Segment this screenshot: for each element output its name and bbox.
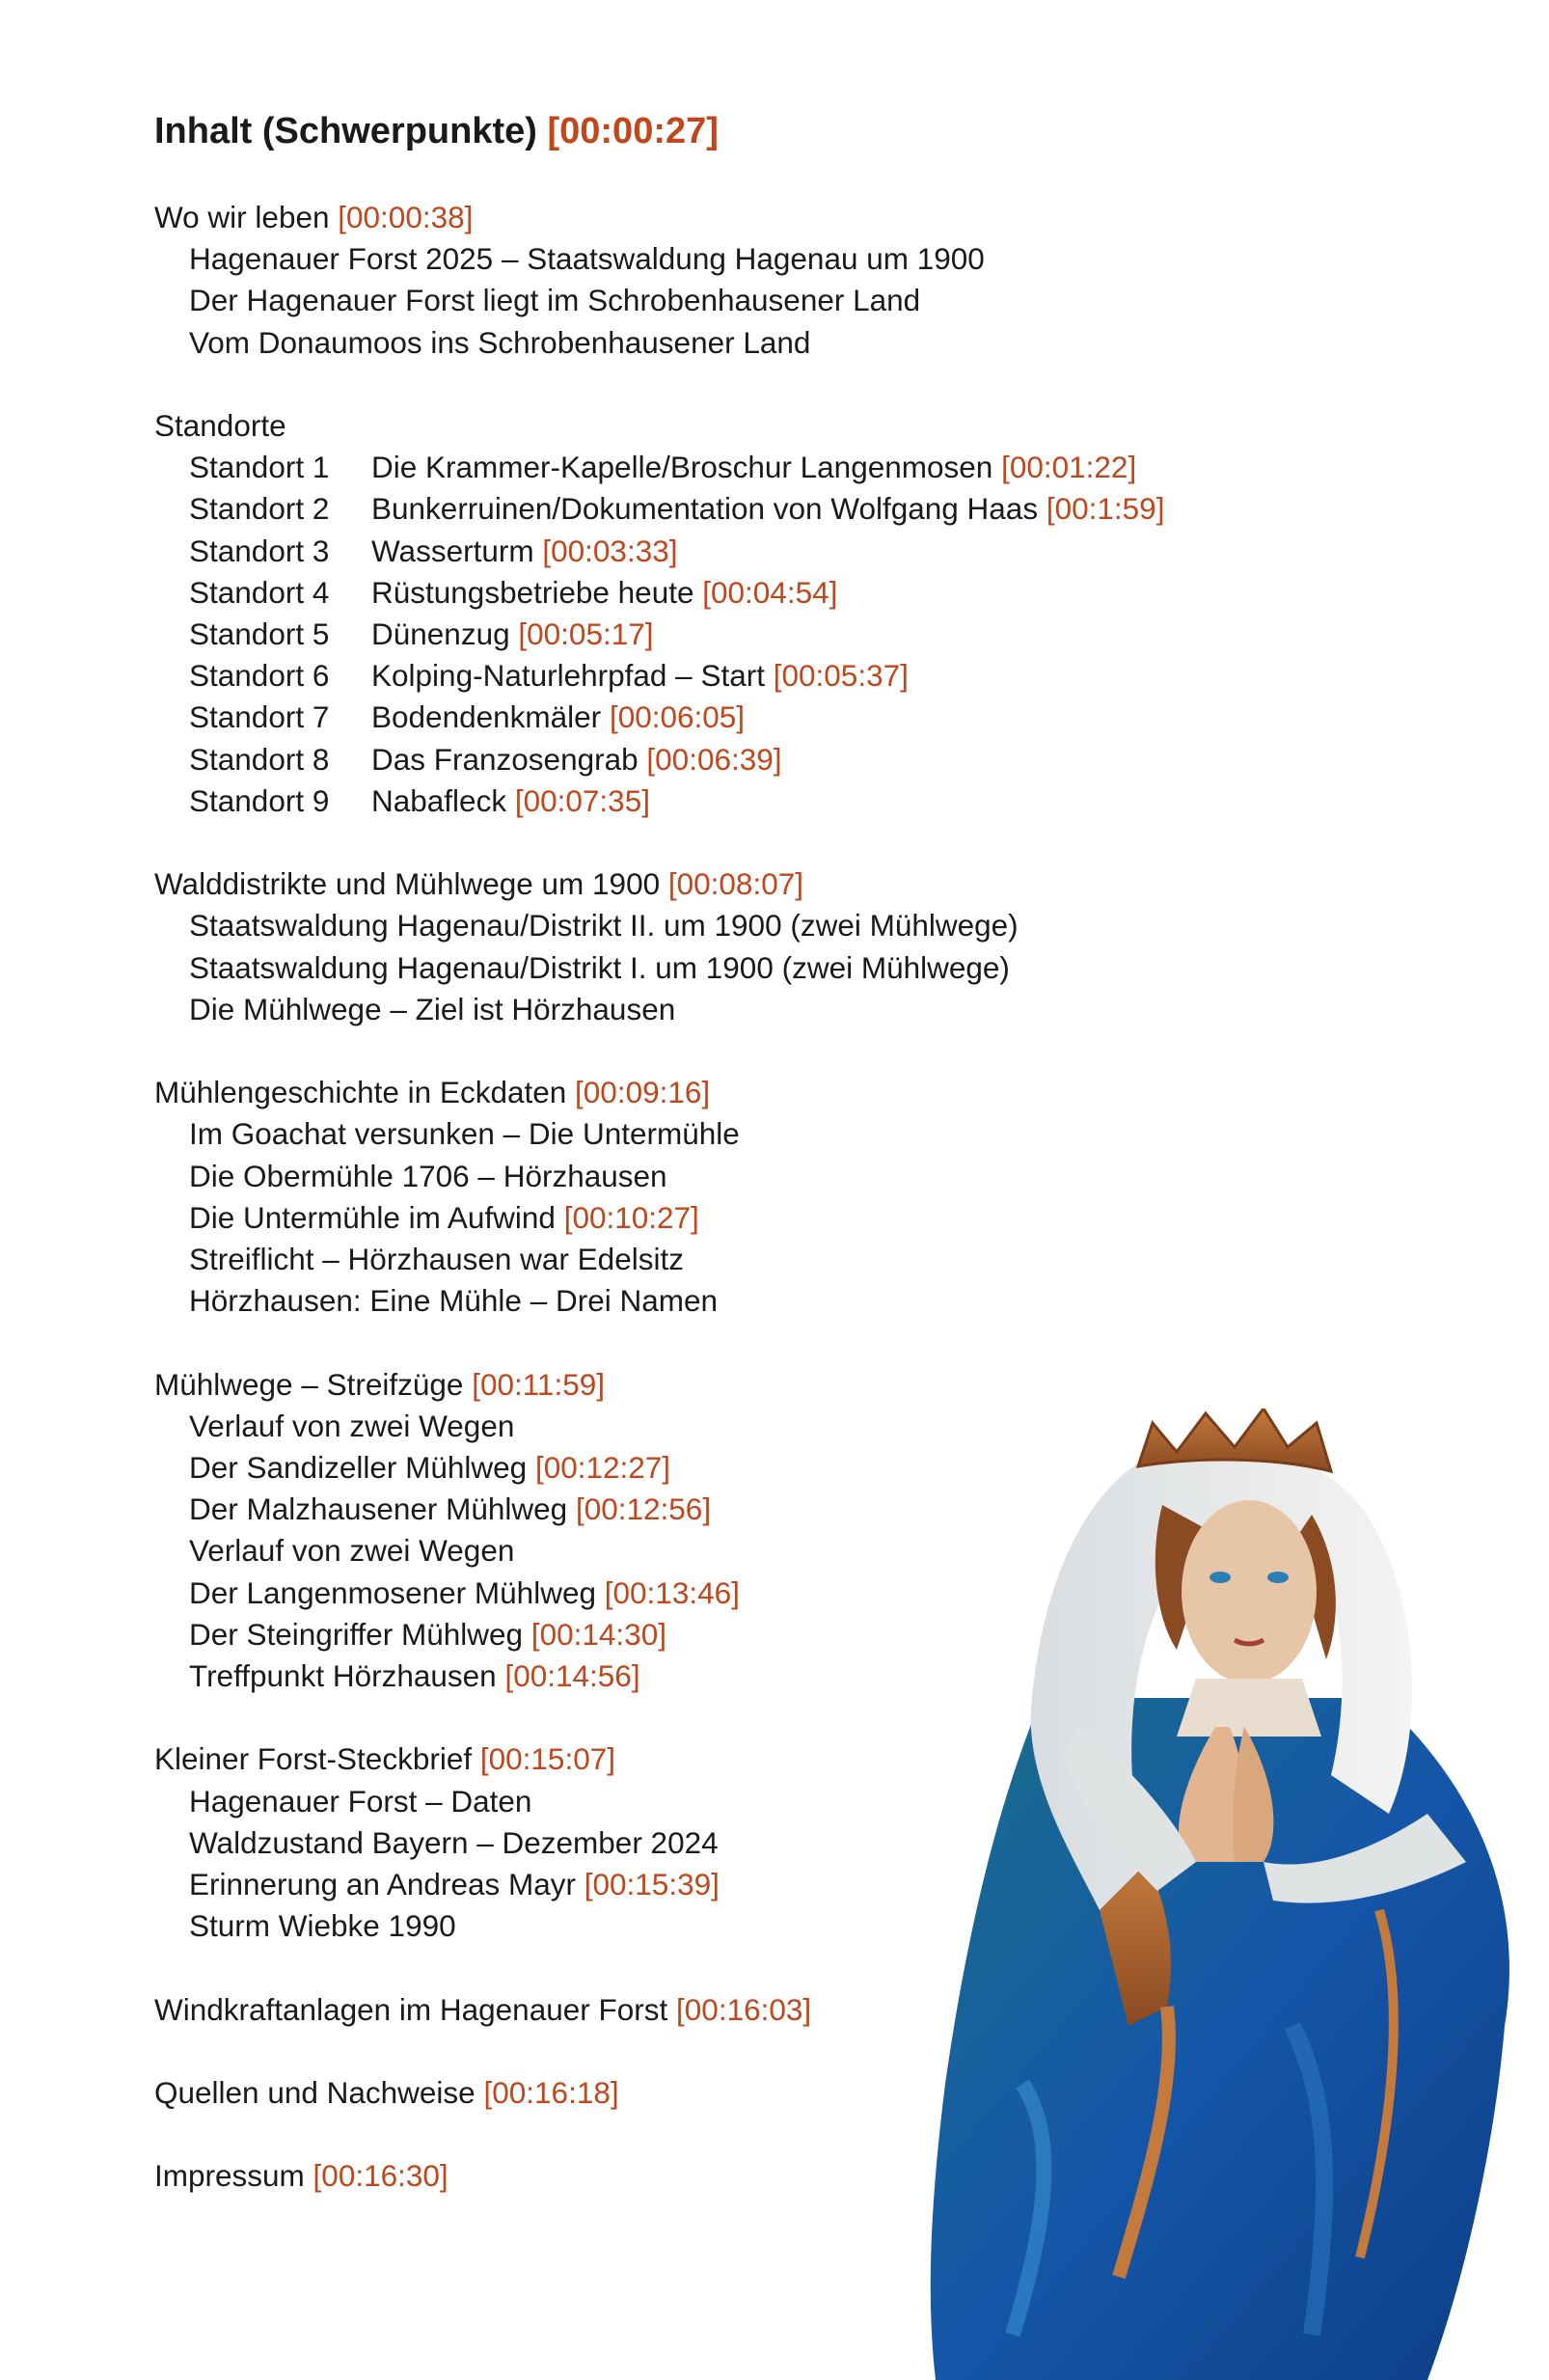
timestamp-link[interactable]: [00:16:18]	[483, 2075, 619, 2111]
timestamp-link[interactable]: [00:04:54]	[702, 574, 838, 610]
item-text: Die Mühlwege – Ziel ist Hörzhausen	[189, 991, 676, 1026]
toc-section-standorte	[154, 405, 1312, 822]
list-item	[154, 989, 1312, 1030]
standort-item	[154, 614, 1312, 655]
list-item	[154, 1113, 1312, 1155]
item-text: Die Untermühle im Aufwind	[189, 1199, 556, 1235]
section-heading	[154, 197, 1312, 238]
standort-item	[154, 447, 1312, 488]
item-text: Vom Donaumoos ins Schrobenhausener Land	[189, 324, 811, 360]
standort-item	[154, 780, 1312, 822]
item-text: Der Langenmosener Mühlweg	[189, 1574, 596, 1610]
timestamp-link[interactable]: [00:15:39]	[584, 1867, 720, 1902]
timestamp-link[interactable]: [00:11:59]	[472, 1366, 605, 1402]
section-heading	[154, 1364, 1312, 1406]
standort-item	[154, 572, 1312, 614]
heading-text: Standorte	[154, 408, 286, 443]
timestamp-link[interactable]: [00:16:30]	[313, 2158, 448, 2194]
timestamp-link[interactable]: [00:16:03]	[676, 1991, 812, 2027]
heading-text[interactable]: Windkraftanlagen im Hagenauer Forst	[154, 1991, 668, 2027]
standort-number: Standort 8	[189, 741, 330, 777]
standort-number: Standort 5	[189, 616, 330, 652]
section-heading	[154, 1072, 1312, 1113]
list-item	[154, 1280, 1312, 1322]
toc-section-walddistrikte	[154, 863, 1312, 1030]
title-timestamp[interactable]: [00:00:27]	[547, 111, 719, 151]
item-text: Im Goachat versunken – Die Untermühle	[189, 1116, 740, 1152]
standort-number: Standort 2	[189, 491, 330, 527]
list-item	[154, 1197, 1312, 1239]
heading-text[interactable]: Wo wir leben	[154, 200, 330, 234]
timestamp-link[interactable]: [00:05:17]	[518, 616, 654, 652]
standort-number: Standort 9	[189, 782, 330, 818]
face-shape	[1182, 1500, 1317, 1683]
item-text: Dünenzug	[371, 616, 510, 652]
standort-number: Standort 7	[189, 699, 330, 735]
heading-text[interactable]: Kleiner Forst-Steckbrief	[154, 1741, 473, 1777]
timestamp-link[interactable]: [00:13:46]	[604, 1574, 740, 1610]
item-text: Hörzhausen: Eine Mühle – Drei Namen	[189, 1283, 719, 1319]
heading-text[interactable]: Mühlengeschichte in Eckdaten	[154, 1075, 567, 1110]
heading-text[interactable]: Impressum	[154, 2158, 305, 2194]
standort-item	[154, 488, 1312, 530]
item-text: Der Sandizeller Mühlweg	[189, 1450, 528, 1486]
item-text: Staatswaldung Hagenau/Distrikt I. um 1900 (zwei Mühlwege)	[189, 949, 1010, 985]
section-heading	[154, 863, 1312, 905]
collar-shape	[1177, 1679, 1321, 1737]
timestamp-link[interactable]: [00:00:38]	[338, 200, 474, 234]
item-text: Bodendenkmäler	[371, 699, 602, 735]
timestamp-link[interactable]: [00:06:05]	[609, 699, 746, 735]
item-text: Hagenauer Forst 2025 – Staatswaldung Hagenau um 1900	[189, 241, 985, 277]
list-item	[154, 1156, 1312, 1197]
item-text: Nabafleck	[371, 782, 507, 818]
item-text: Treffpunkt Hörzhausen	[189, 1658, 497, 1694]
section-heading	[154, 405, 1312, 447]
item-text: Waldzustand Bayern – Dezember 2024	[189, 1824, 719, 1860]
timestamp-link[interactable]: [00:05:37]	[773, 658, 909, 694]
title-text: Inhalt (Schwerpunkte)	[154, 111, 537, 151]
item-text: Wasserturm	[371, 533, 534, 568]
item-text: Die Obermühle 1706 – Hörzhausen	[189, 1158, 667, 1193]
item-text: Staatswaldung Hagenau/Distrikt II. um 1900 (zwei Mühlwege)	[189, 908, 1019, 944]
timestamp-link[interactable]: [00:14:30]	[530, 1616, 666, 1652]
item-text: Hagenauer Forst – Daten	[189, 1783, 532, 1819]
item-text: Verlauf von zwei Wegen	[189, 1533, 515, 1569]
item-text: Verlauf von zwei Wegen	[189, 1408, 515, 1443]
timestamp-link[interactable]: [00:12:27]	[534, 1450, 671, 1486]
list-item	[154, 280, 1312, 321]
timestamp-link[interactable]: [00:01:22]	[1001, 450, 1137, 485]
standort-item	[154, 531, 1312, 572]
timestamp-link[interactable]: [00:07:35]	[514, 782, 650, 818]
standort-number: Standort 1	[189, 450, 330, 485]
timestamp-link[interactable]: [00:09:16]	[575, 1075, 711, 1110]
standort-item	[154, 655, 1312, 697]
item-text: Erinnerung an Andreas Mayr	[189, 1867, 576, 1902]
timestamp-link[interactable]: [00:03:33]	[542, 533, 678, 568]
list-item	[154, 947, 1312, 989]
item-text: Rüstungsbetriebe heute	[371, 574, 694, 610]
item-text: Die Krammer-Kapelle/Broschur Langenmosen	[371, 450, 993, 485]
standort-item	[154, 739, 1312, 780]
item-text: Kolping-Naturlehrpfad – Start	[371, 658, 765, 694]
timestamp-link[interactable]: [00:12:56]	[575, 1491, 712, 1527]
timestamp-link[interactable]: [00:10:27]	[563, 1199, 699, 1235]
list-item	[154, 905, 1312, 946]
timestamp-link[interactable]: [00:15:07]	[479, 1741, 615, 1777]
timestamp-link[interactable]: [00:14:56]	[504, 1658, 640, 1694]
list-item	[154, 322, 1312, 364]
heading-text[interactable]: Quellen und Nachweise	[154, 2075, 476, 2111]
timestamp-link[interactable]: [00:1:59]	[1046, 491, 1165, 527]
list-item	[154, 1239, 1312, 1280]
list-item	[154, 238, 1312, 280]
item-text: Der Hagenauer Forst liegt im Schrobenhausener Land	[189, 283, 921, 318]
item-text: Bunkerruinen/Dokumentation von Wolfgang Haas	[371, 491, 1039, 527]
item-text: Sturm Wiebke 1990	[189, 1908, 456, 1944]
timestamp-link[interactable]: [00:06:39]	[646, 741, 782, 777]
standort-number: Standort 6	[189, 658, 330, 694]
item-text: Der Malzhausener Mühlweg	[189, 1491, 568, 1527]
heading-text[interactable]: Mühlwege – Streifzüge	[154, 1366, 464, 1402]
standort-number: Standort 4	[189, 574, 330, 610]
toc-section-muehlengeschichte	[154, 1072, 1312, 1322]
heading-text[interactable]: Walddistrikte und Mühlwege um 1900	[154, 866, 661, 902]
standort-item	[154, 697, 1312, 738]
page-title	[154, 104, 1312, 158]
madonna-statue-icon	[926, 1409, 1549, 2380]
item-text: Der Steingriffer Mühlweg	[189, 1616, 524, 1652]
standort-number: Standort 3	[189, 533, 330, 568]
timestamp-link[interactable]: [00:08:07]	[667, 866, 803, 902]
item-text: Streiflicht – Hörzhausen war Edelsitz	[189, 1242, 684, 1277]
item-text: Das Franzosengrab	[371, 741, 639, 777]
toc-section-wo-wir-leben	[154, 197, 1312, 364]
